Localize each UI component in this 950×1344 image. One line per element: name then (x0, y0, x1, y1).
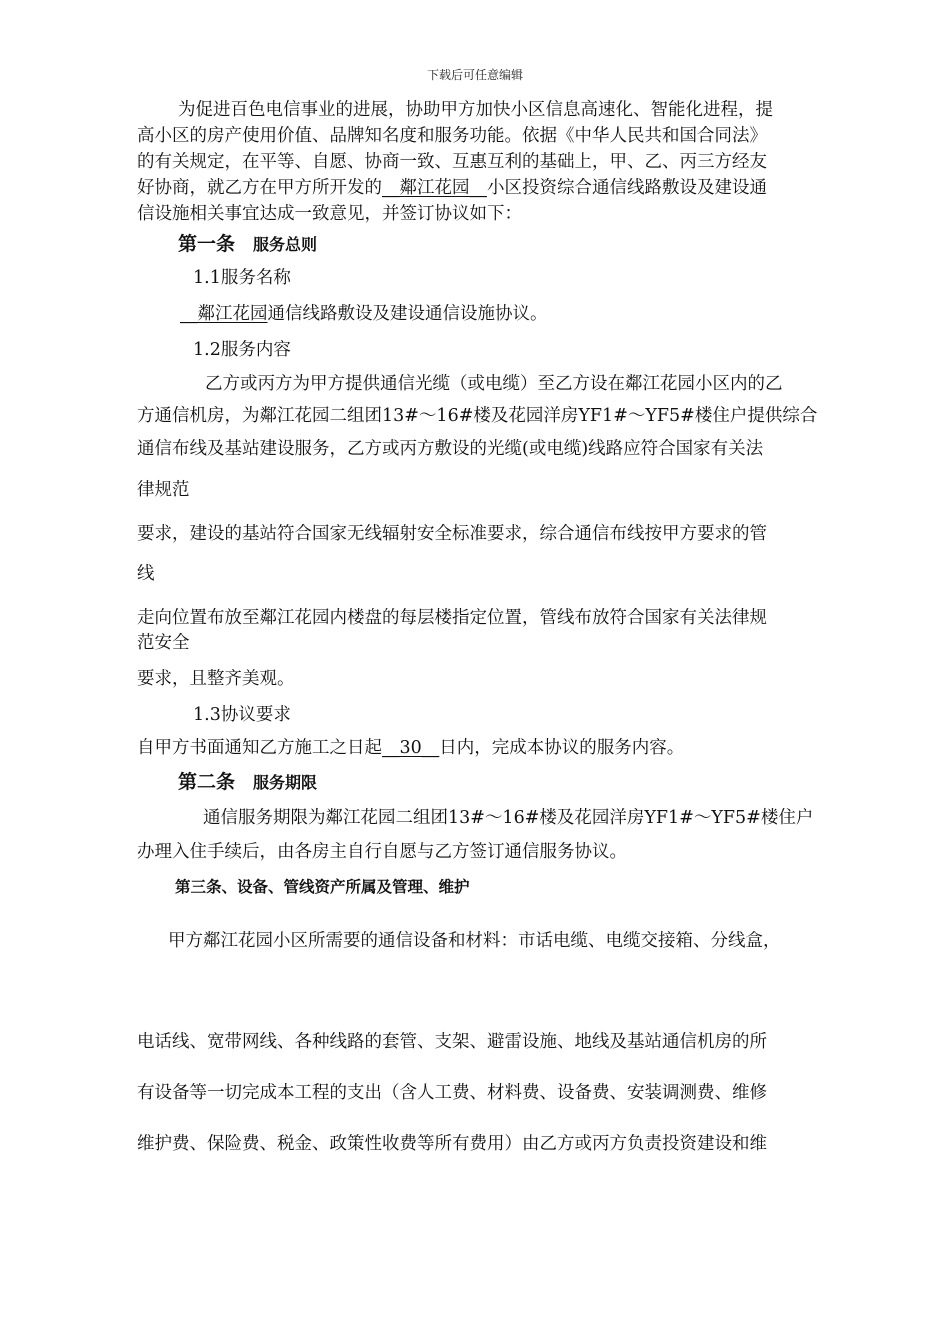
page-header: 下载后可任意编辑 (426, 68, 523, 82)
term-line: 通信服务期限为鄰江花园二组团13#～16#楼及花园洋房YF1#～YF5#楼住户 (203, 808, 814, 828)
content-line: 乙方或丙方为甲方提供通信光缆（或电缆）至乙方设在鄰江花园小区内的乙 (205, 374, 783, 394)
project-name-underlined: __鄰江花园__ (382, 178, 487, 198)
article-2-heading (178, 770, 317, 795)
content-line: 范安全 (137, 633, 190, 653)
article-1-title: 第一条 (178, 233, 236, 255)
asset-line: 有设备等一切完成本工程的支出（含人工费、材料费、设备费、安装调测费、维修 (137, 1083, 767, 1103)
intro-line: 的有关规定，在平等、自愿、协商一致、互惠互利的基础上，甲、乙、丙三方经友 (137, 152, 767, 172)
service-name-line (180, 302, 548, 326)
requirement-text: 日内，完成本协议的服务内容。 (439, 738, 685, 758)
asset-line: 电话线、宽带网线、各种线路的套管、支架、避雷设施、地线及基站通信机房的所 (137, 1032, 767, 1052)
article-1-subtitle: 服务总则 (253, 235, 318, 254)
article-1-heading (178, 232, 317, 257)
content-line: 线 (137, 564, 155, 584)
article-2-title: 第二条 (178, 771, 236, 793)
content-line: 通信布线及基站建设服务，乙方或丙方敷设的光缆(或电缆)线路应符合国家有关法 (137, 439, 764, 459)
intro-line (137, 176, 767, 200)
intro-line: 高小区的房产使用价值、品牌知名度和服务功能。依据《中华人民共和国合同法》 (137, 126, 767, 146)
article-3-heading: 第三条、设备、管线资产所属及管理、维护 (175, 878, 470, 896)
section-1-3-title: 1.3协议要求 (193, 705, 291, 725)
asset-line: 甲方鄰江花园小区所需要的通信设备和材料：市话电缆、电缆交接箱、分线盒， (168, 931, 781, 951)
article-2-subtitle: 服务期限 (253, 773, 318, 792)
intro-line: 为促进百色电信事业的进展，协助甲方加快小区信息高速化、智能化进程，提 (178, 100, 773, 120)
content-line: 要求，建设的基站符合国家无线辐射安全标准要求，综合通信布线按甲方要求的管 (137, 524, 767, 544)
intro-text: 好协商，就乙方在甲方所开发的 (137, 178, 382, 198)
section-1-1-title: 1.1服务名称 (193, 268, 291, 288)
asset-line: 维护费、保险费、税金、政策性收费等所有费用）由乙方或丙方负责投资建设和维 (137, 1134, 767, 1154)
days-underlined: __30__ (382, 738, 440, 758)
requirement-text: 自甲方书面通知乙方施工之日起 (137, 738, 382, 758)
requirement-line (137, 736, 684, 760)
content-line: 律规范 (137, 480, 190, 500)
content-line: 走向位置布放至鄰江花园内楼盘的每层楼指定位置，管线布放符合国家有关法律规 (137, 608, 767, 628)
intro-line: 信设施相关事宜达成一致意见，并签订协议如下： (137, 204, 522, 224)
service-name-text: 通信线路敷设及建设通信设施协议。 (267, 304, 548, 324)
section-1-2-title: 1.2服务内容 (193, 340, 291, 360)
content-line: 方通信机房，为鄰江花园二组团13#～16#楼及花园洋房YF1#～YF5#楼住户提供综合 (137, 406, 818, 426)
service-name-underlined: __鄰江花园 (180, 304, 268, 324)
term-line: 办理入住手续后，由各房主自行自愿与乙方签订通信服务协议。 (137, 842, 627, 862)
content-line: 要求，且整齐美观。 (137, 669, 295, 689)
intro-text: 小区投资综合通信线路敷设及建设通 (487, 178, 767, 198)
